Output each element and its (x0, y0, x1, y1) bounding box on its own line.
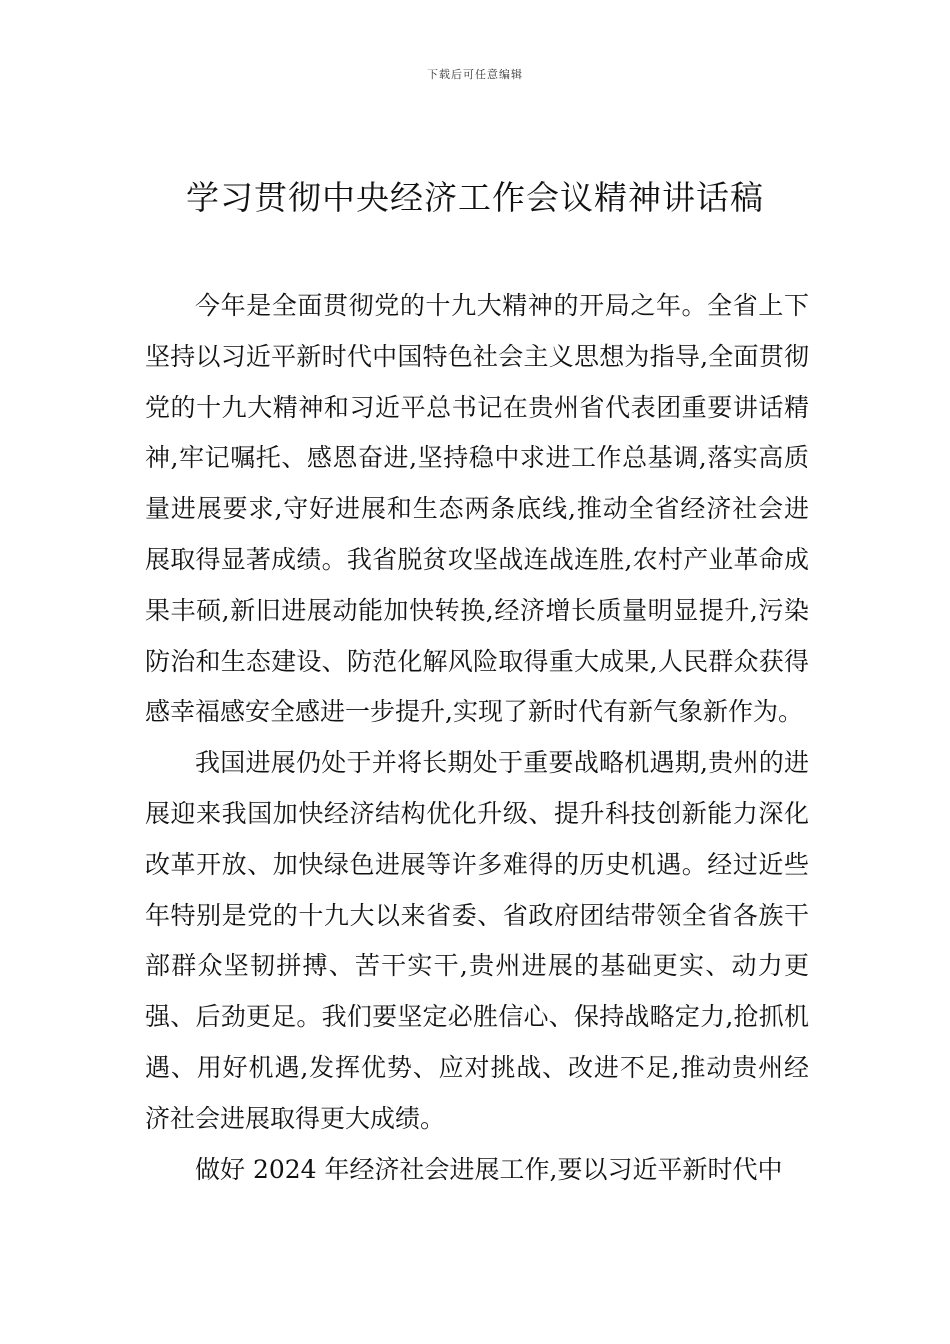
paragraph-1: 今年是全面贯彻党的十九大精神的开局之年。全省上下坚持以习近平新时代中国特色社会主义思想为指导,全面贯彻党的十九大精神和习近平总书记在贵州省代表团重要讲话精神,牢记嘱托、感恩奋进,坚持稳中求进工作总基调,落实高质量进展要求,守好进展和生态两条底线,推动全省经济社会进展取得显著成绩。我省脱贫攻坚战连战连胜,农村产业革命成果丰硕,新旧进展动能加快转换,经济增长质量明显提升,污染防治和生态建设、防范化解风险取得重大成果,人民群众获得感幸福感安全感进一步提升,实现了新时代有新气象新作为。 (145, 291, 809, 727)
header-note: 下载后可任意编辑 (427, 68, 523, 81)
paragraph-2: 我国进展仍处于并将长期处于重要战略机遇期,贵州的进展迎来我国加快经济结构优化升级、提升科技创新能力深化改革开放、加快绿色进展等许多难得的历史机遇。经过近些年特别是党的十九大以来省委、省政府团结带领全省各族干部群众坚韧拼搏、苦干实干,贵州进展的基础更实、动力更强、后劲更足。我们要坚定必胜信心、保持战略定力,抢抓机遇、用好机遇,发挥优势、应对挑战、改进不足,推动贵州经济社会进展取得更大成绩。 (145, 748, 809, 1133)
paragraph-3: 做好 2024 年经济社会进展工作,要以习近平新时代中 (195, 1154, 783, 1184)
document-title: 学习贯彻中央经济工作会议精神讲话稿 (186, 178, 764, 217)
document-body (145, 281, 809, 1195)
